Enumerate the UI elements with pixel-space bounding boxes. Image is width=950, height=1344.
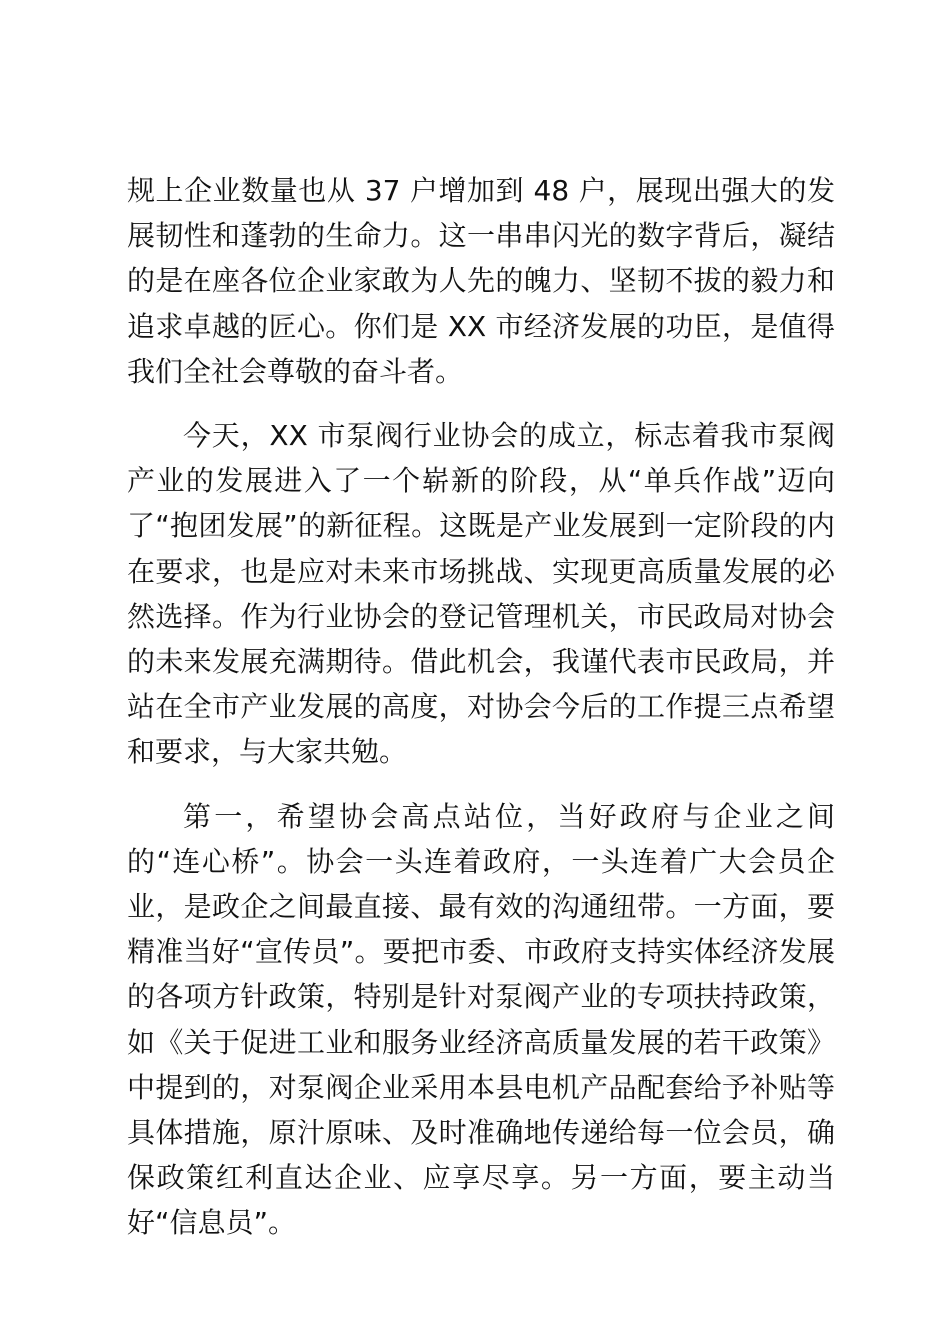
paragraph-continued: 规上企业数量也从 37 户增加到 48 户，展现出强大的发展韧性和蓬勃的生命力。这一串串闪光的数字背后，凝结的是在座各位企业家敢为人先的魄力、坚韧不拔的毅力和追求卓越的匠心。你们是 XX 市经济发展的功臣，是值得我们全社会尊敬的奋斗者。 (127, 174, 835, 388)
document-body (127, 168, 835, 1265)
paragraph-first-hope: 第一，希望协会高点站位，当好政府与企业之间的“连心桥”。协会一头连着政府，一头连着广大会员企业，是政企之间最直接、最有效的沟通纽带。一方面，要精准当好“宣传员”。要把市委、市政府支持实体经济发展的各项方针政策，特别是针对泵阀产业的专项扶持政策，如《关于促进工业和服务业经济高质量发展的若干政策》中提到的，对泵阀企业采用本县电机产品配套给予补贴等具体措施，原汁原味、及时准确地传递给每一位会员，确保政策红利直达企业、应享尽享。另一方面，要主动当好“信息员”。 (127, 799, 835, 1240)
paragraph-association-founding: 今天，XX 市泵阀行业协会的成立，标志着我市泵阀产业的发展进入了一个崭新的阶段，从“单兵作战”迈向了“抱团发展”的新征程。这既是产业发展到一定阶段的内在要求，也是应对未来市场挑战、实现更高质量发展的必然选择。作为行业协会的登记管理机关，市民政局对协会的未来发展充满期待。借此机会，我谨代表市民政局，并站在全市产业发展的高度，对协会今后的工作提三点希望和要求，与大家共勉。 (127, 419, 835, 769)
